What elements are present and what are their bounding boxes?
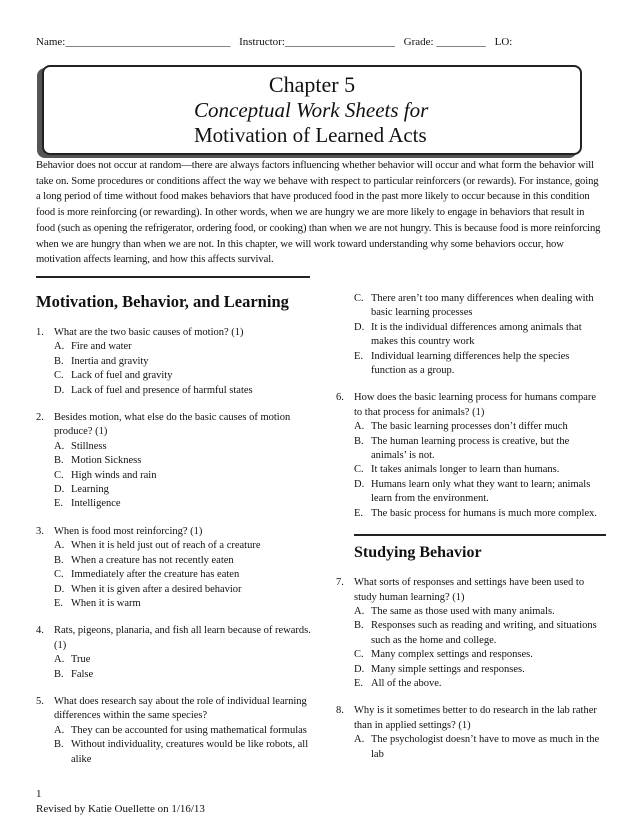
answer-option[interactable]	[36, 355, 318, 369]
question-item	[336, 391, 606, 521]
answer-option[interactable]	[36, 483, 318, 497]
answer-option[interactable]	[336, 420, 606, 434]
question-number: 7.	[336, 577, 344, 589]
section-title-motivation: Motivation, Behavior, and Learning	[36, 292, 289, 311]
question-number: 3.	[36, 525, 44, 537]
option-text: Without individuality, creatures would be like robots, all alike	[71, 739, 309, 765]
option-letter: D.	[354, 478, 365, 490]
option-text: High winds and rain	[71, 469, 157, 481]
question-stem	[336, 704, 606, 733]
question-text: What does research say about the role of individual learning differences within the same species?	[54, 695, 307, 722]
answer-option[interactable]	[336, 677, 606, 691]
option-letter: D.	[354, 321, 365, 333]
option-letter: C.	[54, 370, 64, 382]
option-text: Intelligence	[71, 498, 121, 510]
option-letter: B.	[354, 435, 364, 447]
answer-option[interactable]	[36, 440, 318, 454]
option-letter: A.	[54, 540, 65, 552]
page-footer	[36, 787, 205, 817]
question-5-continued	[336, 292, 606, 378]
question-text: Rats, pigeons, planaria, and fish all learn because of rewards. (1)	[54, 625, 311, 651]
chapter-title-box	[42, 65, 582, 155]
answer-option[interactable]	[36, 668, 318, 682]
answer-option[interactable]	[336, 463, 606, 477]
option-letter: C.	[54, 569, 64, 581]
option-text: Learning	[71, 484, 109, 496]
question-item	[336, 704, 606, 762]
name-field[interactable]: Name:______________________________	[36, 36, 231, 48]
option-text: It takes animals longer to learn than humans.	[371, 464, 560, 476]
instructor-field[interactable]: Instructor:____________________	[239, 36, 395, 48]
answer-option[interactable]	[336, 478, 606, 507]
option-letter: D.	[54, 484, 65, 496]
option-letter: C.	[354, 464, 364, 476]
option-text: Responses such as reading and writing, and situations such as the home and college.	[371, 620, 597, 646]
option-text: Lack of fuel and presence of harmful states	[71, 384, 253, 396]
question-number: 4.	[36, 625, 44, 637]
student-info-header	[36, 36, 616, 48]
option-text: They can be accounted for using mathematical formulas	[71, 724, 307, 736]
option-text: The human learning process is creative, but the animals’ is not.	[371, 435, 570, 462]
right-column	[336, 292, 606, 775]
page-number: 1	[36, 788, 42, 800]
question-stem	[36, 525, 318, 539]
option-letter: E.	[54, 498, 64, 510]
question-item	[36, 525, 318, 611]
worksheet-subtitle: Conceptual Work Sheets for	[194, 98, 429, 122]
option-letter: D.	[54, 583, 65, 595]
question-stem	[336, 576, 606, 605]
grade-field[interactable]: Grade: _________	[403, 36, 486, 48]
option-text: All of the above.	[371, 677, 442, 689]
section-divider	[36, 276, 310, 278]
answer-option[interactable]	[36, 497, 318, 511]
option-letter: B.	[54, 668, 64, 680]
option-letter: A.	[54, 724, 65, 736]
answer-option[interactable]	[36, 653, 318, 667]
option-text: When it is given after a desired behavior	[71, 583, 242, 595]
question-text: How does the basic learning process for humans compare to that process for animals? (1)	[354, 392, 597, 418]
option-letter: E.	[354, 677, 364, 689]
option-text: When it is held just out of reach of a creature	[71, 540, 261, 552]
answer-option[interactable]	[36, 554, 318, 568]
option-text: Lack of fuel and gravity	[71, 370, 173, 382]
answer-option[interactable]	[336, 605, 606, 619]
question-text: What sorts of responses and settings have been used to study human learning? (1)	[354, 577, 585, 603]
option-letter: A.	[54, 440, 65, 452]
question-number: 1.	[36, 327, 44, 338]
question-stem	[36, 624, 318, 653]
left-column	[36, 292, 318, 780]
question-number: 5.	[36, 695, 44, 707]
option-text: The same as those used with many animals.	[371, 605, 555, 617]
option-letter: A.	[54, 341, 65, 353]
answer-option[interactable]	[336, 350, 606, 379]
option-letter: C.	[354, 649, 364, 661]
option-text: There aren’t too many differences when dealing with basic learning processes	[371, 293, 594, 319]
question-item	[36, 326, 318, 398]
question-item	[36, 695, 318, 767]
answer-option[interactable]	[36, 583, 318, 597]
answer-option[interactable]	[336, 435, 606, 464]
question-text: Besides motion, what else do the basic causes of motion produce? (1)	[54, 412, 291, 438]
answer-option[interactable]	[336, 663, 606, 677]
answer-option[interactable]	[36, 597, 318, 611]
option-letter: E.	[354, 350, 364, 362]
option-text: Humans learn only what they want to learn; animals learn from the environment.	[371, 478, 591, 505]
question-item	[336, 576, 606, 691]
question-text: Why is it sometimes better to do research in the lab rather than in applied settings? (1)	[354, 705, 597, 731]
option-text: Many complex settings and responses.	[371, 649, 533, 661]
option-letter: A.	[354, 421, 365, 433]
lo-field[interactable]: LO:	[494, 36, 513, 48]
chapter-title: Motivation of Learned Acts	[194, 123, 427, 147]
option-text: It is the individual differences among animals that makes this country work	[371, 321, 582, 348]
question-item	[36, 624, 318, 682]
question-stem	[36, 411, 318, 440]
answer-option[interactable]	[36, 539, 318, 553]
answer-option[interactable]	[336, 507, 606, 521]
option-letter: B.	[54, 455, 64, 467]
option-letter: B.	[54, 554, 64, 566]
question-item	[36, 411, 318, 512]
option-letter: D.	[354, 663, 365, 675]
option-text: False	[71, 668, 94, 680]
option-text: Immediately after the creature has eaten	[71, 569, 240, 581]
left-question-list	[36, 326, 318, 767]
question-number: 6.	[336, 392, 344, 404]
answer-option[interactable]	[336, 321, 606, 350]
intro-paragraph: Behavior does not occur at random—there are always factors influencing whether behavior will occur and what form the behavior will take on. Some procedures or conditions affect the way we behave with respect to particular reinforcers (or rewards). For instance, going a long period of time without food makes behaviors that have produced food in the past more likely to occur because in this condition food is more reinforcing (or rewarding). In other words, when we are hungry we are more likely to engage in behaviors that result in food (such as opening the refrigerator, ordering food, or cooking) than when we are not hungry. This is because food is more reinforcing when we are hungry than when we are not. In this chapter, we will work toward understanding why some behaviors occur, how motivation affects learning, and how this affects survival.	[36, 160, 601, 266]
answer-option[interactable]	[336, 733, 606, 762]
chapter-number: Chapter 5	[268, 72, 356, 97]
option-text: The psychologist doesn’t have to move as much in the lab	[371, 734, 600, 760]
option-text: True	[71, 654, 91, 666]
option-letter: D.	[54, 384, 65, 396]
option-text: The basic learning processes don’t differ much	[371, 421, 568, 433]
option-text: The basic process for humans is much more complex.	[371, 507, 597, 519]
question-number: 2.	[36, 412, 44, 424]
option-text: Stillness	[71, 440, 107, 452]
answer-option[interactable]	[36, 724, 318, 738]
question-stem	[36, 695, 318, 724]
section-title-studying: Studying Behavior	[354, 534, 606, 562]
answer-option[interactable]	[36, 340, 318, 354]
option-letter: B.	[54, 355, 64, 367]
question-text: When is food most reinforcing? (1)	[54, 525, 203, 537]
question-text: What are the two basic causes of motion? (1)	[54, 327, 244, 338]
answer-option[interactable]	[36, 568, 318, 582]
option-letter: E.	[54, 597, 64, 609]
option-text: Individual learning differences help the species function as a group.	[371, 350, 570, 377]
answer-option[interactable]	[36, 454, 318, 468]
option-letter: B.	[354, 620, 364, 632]
question-stem	[336, 391, 606, 420]
option-text: Fire and water	[71, 341, 132, 353]
option-letter: B.	[54, 739, 64, 751]
option-letter: A.	[354, 605, 365, 617]
option-text: When a creature has not recently eaten	[71, 554, 234, 566]
option-text: Motion Sickness	[71, 455, 142, 467]
answer-option[interactable]	[336, 648, 606, 662]
option-text: Inertia and gravity	[71, 355, 149, 367]
right-question-list-2	[336, 576, 606, 762]
right-question-list	[336, 391, 606, 521]
answer-option[interactable]	[336, 619, 606, 648]
option-letter: A.	[54, 654, 65, 666]
answer-option[interactable]	[36, 369, 318, 383]
option-letter: C.	[354, 293, 364, 304]
option-text: Many simple settings and responses.	[371, 663, 525, 675]
question-stem	[36, 326, 318, 340]
option-letter: E.	[354, 507, 364, 519]
option-letter: A.	[354, 734, 365, 746]
revision-note: Revised by Katie Ouellette on 1/16/13	[36, 803, 205, 815]
question-number: 8.	[336, 705, 344, 717]
answer-option[interactable]	[36, 384, 318, 398]
answer-option[interactable]	[336, 292, 606, 321]
option-letter: C.	[54, 469, 64, 481]
answer-option[interactable]	[36, 469, 318, 483]
option-text: When it is warm	[71, 597, 141, 609]
answer-option[interactable]	[36, 738, 318, 767]
